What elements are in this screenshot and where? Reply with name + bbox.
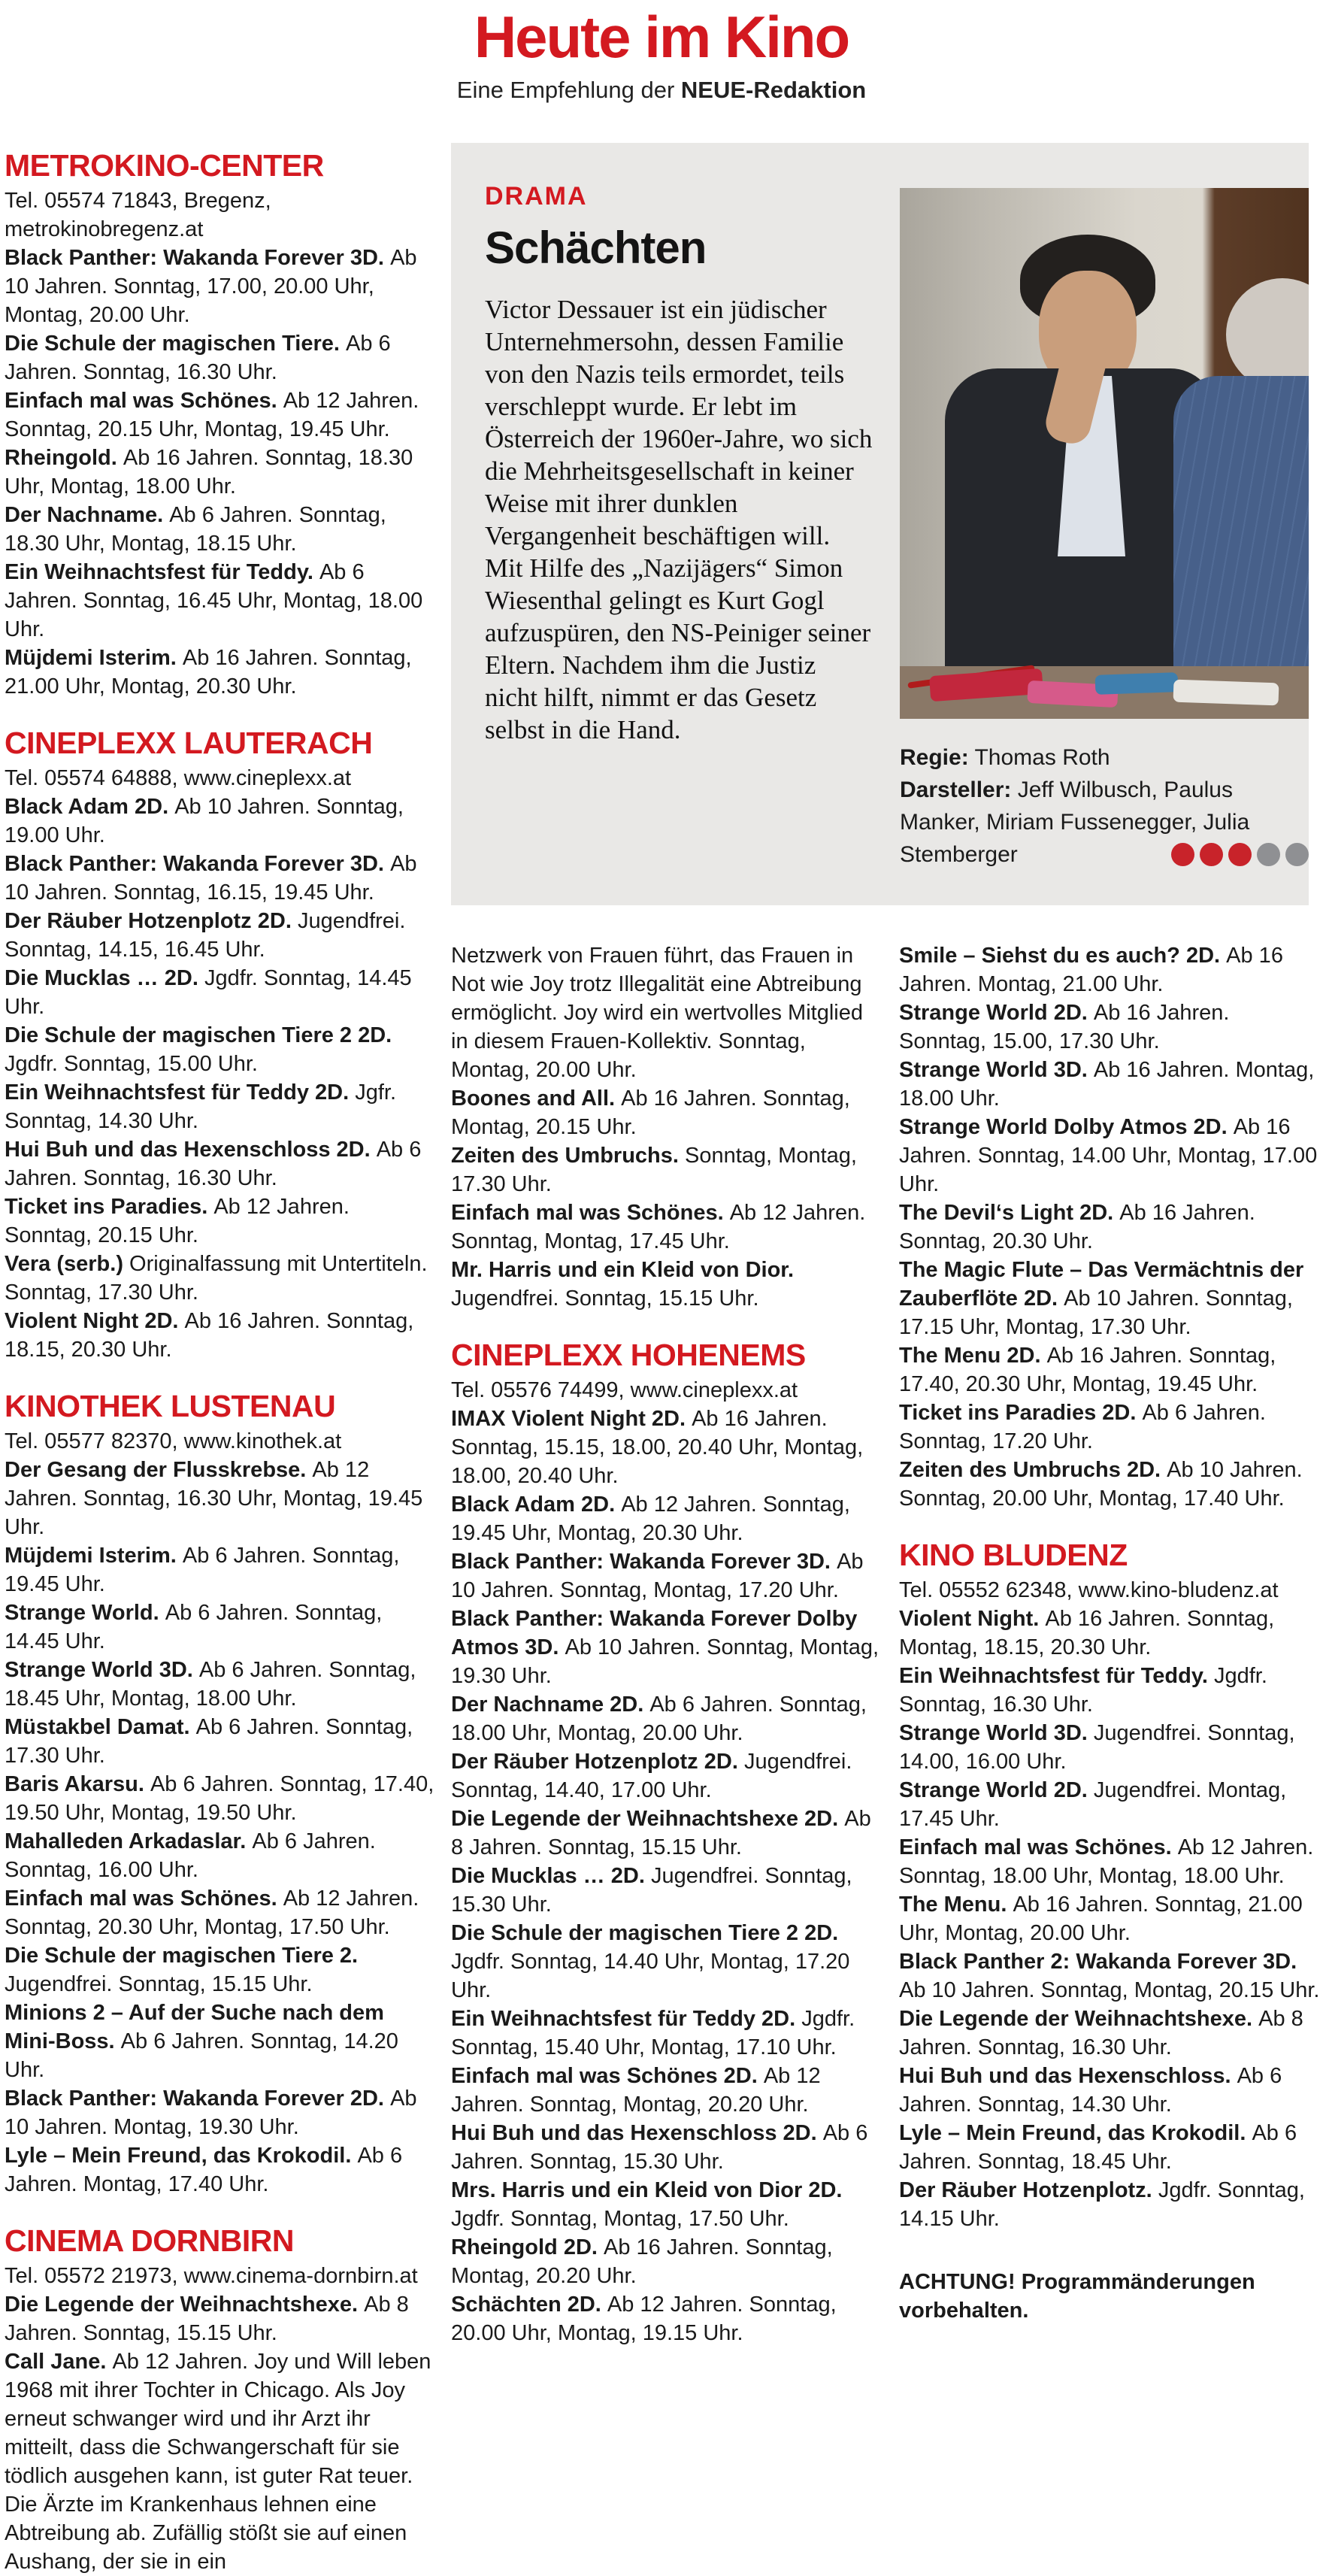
featured-film-review: Victor Dessauer ist ein jüdischer Unternehmersohn, dessen Familie von den Nazis teils ermordet, teils verschleppt wurde. Er lebt im Österreich der 1960er-Jahre, wo sich die Mehrheitsgesellschaft in keiner Weise mit ihrer dunklen Vergangenheit beschäftigen will. Mit Hilfe des „Nazijägers“ Simon Wiesenthal gelingt es Kurt Gogl aufzuspüren, den NS-Peiniger seiner Eltern. Nachdem ihm die Justiz nicht hilft, nimmt er das Gesetz selbst in die Hand. — [485, 295, 873, 744]
film-title: Die Legende der Weihnachtshexe 2D. — [451, 1807, 845, 1831]
genre-label: DRAMA — [485, 182, 588, 211]
film-title: Hui Buh und das Hexenschloss 2D. — [5, 1138, 377, 1162]
film-entry: Mr. Harris und ein Kleid von Dior. Jugendfrei. Sonntag, 15.15 Uhr. — [451, 1258, 795, 1311]
subtitle-prefix: Eine Empfehlung der — [456, 77, 681, 103]
film-title: Black Adam 2D. — [451, 1493, 622, 1517]
cinema-name: METROKINO-CENTER — [5, 148, 324, 183]
film-entry: Strange World 3D. Ab 6 Jahren. Sonntag, 18.45 Uhr, Montag, 18.00 Uhr. — [5, 1658, 416, 1711]
film-title: The Menu. — [899, 1893, 1013, 1917]
page-title: Heute im Kino — [474, 4, 849, 70]
film-title: Vera (serb.) — [5, 1252, 130, 1276]
film-title: Black Adam 2D. — [5, 795, 175, 819]
film-entry: Black Panther: Wakanda Forever Dolby Atmos 3D. Ab 10 Jahren. Sonntag, Montag, 19.30 Uhr. — [451, 1607, 879, 1688]
film-title: Müjdemi Isterim. — [5, 646, 183, 670]
cinema-contact: Tel. 05552 62348, www.kino-bludenz.at — [899, 1578, 1279, 1602]
film-entry: Ticket ins Paradies. Ab 12 Jahren. Sonntag, 20.15 Uhr. — [5, 1195, 350, 1247]
film-entry: The Menu. Ab 16 Jahren. Sonntag, 21.00 Uhr, Montag, 20.00 Uhr. — [899, 1893, 1303, 1945]
film-entry: Black Adam 2D. Ab 12 Jahren. Sonntag, 19.45 Uhr, Montag, 20.30 Uhr. — [451, 1493, 850, 1545]
film-title: Der Nachname. — [5, 503, 170, 527]
film-entry: Zeiten des Umbruchs. Sonntag, Montag, 17.30 Uhr. — [451, 1144, 857, 1196]
film-entry: Einfach mal was Schönes. Ab 12 Jahren. Sonntag, 20.30 Uhr, Montag, 17.50 Uhr. — [5, 1887, 419, 1939]
film-entry: IMAX Violent Night 2D. Ab 16 Jahren. Sonntag, 15.15, 18.00, 20.40 Uhr, Montag, 18.00, 20.40 Uhr. — [451, 1407, 864, 1488]
photo-desk-item — [1173, 680, 1279, 706]
film-title: Ticket ins Paradies. — [5, 1195, 214, 1219]
film-title: Hui Buh und das Hexenschloss 2D. — [451, 2121, 823, 2145]
film-title: Ein Weihnachtsfest für Teddy. — [899, 1664, 1214, 1688]
film-title: Boones and All. — [451, 1086, 622, 1111]
film-entry: Black Panther: Wakanda Forever 3D. Ab 10 Jahren. Sonntag, 17.00, 20.00 Uhr, Montag, 20.00 Uhr. — [5, 246, 417, 327]
film-entry: Der Gesang der Flusskrebse. Ab 12 Jahren. Sonntag, 16.30 Uhr, Montag, 19.45 Uhr. — [5, 1458, 423, 1539]
film-title: Der Nachname 2D. — [451, 1693, 650, 1717]
featured-film-title: Schächten — [485, 223, 707, 273]
film-title: Violent Night. — [899, 1607, 1046, 1631]
film-title: Minions 2 – Auf der Suche nach dem Mini-Boss. — [5, 2001, 384, 2053]
film-entry: Violent Night 2D. Ab 16 Jahren. Sonntag, 18.15, 20.30 Uhr. — [5, 1309, 414, 1362]
film-entry: Müjdemi Isterim. Ab 16 Jahren. Sonntag, 21.00 Uhr, Montag, 20.30 Uhr. — [5, 646, 412, 699]
listings-column-left — [5, 149, 434, 2576]
rating-dot-empty — [1257, 843, 1280, 866]
film-title: Black Panther: Wakanda Forever 3D. — [5, 852, 391, 876]
cinema-contact: Tel. 05572 21973, www.cinema-dornbirn.at — [5, 2264, 418, 2288]
film-title: Strange World 3D. — [899, 1721, 1094, 1745]
film-description-continuation: Netzwerk von Frauen führt, das Frauen in Not wie Joy trotz Illegalität eine Abtreibung ermöglicht. Joy wird ein wertvolles Mitglied in diesem Frauen-Kollektiv. Sonntag, Montag, 20.00 Uhr. — [451, 944, 863, 1082]
film-entry: Die Legende der Weihnachtshexe. Ab 8 Jahren. Sonntag, 16.30 Uhr. — [899, 2007, 1303, 2059]
film-entry: Black Adam 2D. Ab 10 Jahren. Sonntag, 19.00 Uhr. — [5, 795, 404, 847]
film-title: Black Panther: Wakanda Forever Dolby Atmos 3D. — [451, 1607, 858, 1659]
regie-value: Thomas Roth — [974, 745, 1110, 770]
film-title: Einfach mal was Schönes. — [5, 389, 283, 413]
film-title: Der Räuber Hotzenplotz 2D. — [451, 1750, 744, 1774]
film-title: Zeiten des Umbruchs 2D. — [899, 1458, 1167, 1482]
film-entry: The Magic Flute – Das Vermächtnis der Zauberflöte 2D. Ab 10 Jahren. Sonntag, 17.15 Uhr, Montag, 17.30 Uhr. — [899, 1258, 1304, 1339]
film-entry: The Menu 2D. Ab 16 Jahren. Sonntag, 17.40, 20.30 Uhr, Montag, 19.45 Uhr. — [899, 1344, 1276, 1396]
cinema-name: CINEMA DORNBIRN — [5, 2223, 295, 2258]
film-entry: Einfach mal was Schönes. Ab 12 Jahren. Sonntag, 20.15 Uhr, Montag, 19.45 Uhr. — [5, 389, 419, 441]
film-entry: Der Nachname 2D. Ab 6 Jahren. Sonntag, 18.00 Uhr, Montag, 20.00 Uhr. — [451, 1693, 867, 1745]
film-title: Der Räuber Hotzenplotz 2D. — [5, 909, 298, 933]
film-title: Strange World 3D. — [899, 1058, 1094, 1082]
film-entry: Boones and All. Ab 16 Jahren. Sonntag, Montag, 20.15 Uhr. — [451, 1086, 850, 1139]
rating-dot-empty — [1285, 843, 1309, 866]
film-title: Rheingold 2D. — [451, 2235, 604, 2259]
film-title: Müstakbel Damat. — [5, 1715, 196, 1739]
film-entry: Der Räuber Hotzenplotz. Jgdfr. Sonntag, 14.15 Uhr. — [899, 2178, 1305, 2231]
film-title: Black Panther: Wakanda Forever 3D. — [451, 1550, 837, 1574]
film-title: Strange World 2D. — [899, 1778, 1094, 1802]
film-entry: Ein Weihnachtsfest für Teddy 2D. Jgfr. Sonntag, 14.30 Uhr. — [5, 1080, 397, 1133]
film-entry: Müjdemi Isterim. Ab 6 Jahren. Sonntag, 19.45 Uhr. — [5, 1544, 400, 1596]
film-entry: Black Panther 2: Wakanda Forever 3D. Ab 10 Jahren. Sonntag, Montag, 20.15 Uhr. — [899, 1950, 1320, 2002]
film-title: Strange World 2D. — [899, 1001, 1094, 1025]
cinema-contact: Tel. 05574 64888, www.cineplexx.at — [5, 766, 352, 790]
film-title: Call Jane. — [5, 2350, 113, 2374]
film-entry: Die Legende der Weihnachtshexe. Ab 8 Jahren. Sonntag, 15.15 Uhr. — [5, 2293, 409, 2345]
film-entry: Strange World 2D. Ab 16 Jahren. Sonntag, 15.00, 17.30 Uhr. — [899, 1001, 1230, 1053]
film-entry: Einfach mal was Schönes 2D. Ab 12 Jahren. Sonntag, Montag, 20.20 Uhr. — [451, 2064, 821, 2117]
featured-film-panel — [451, 143, 1309, 905]
film-title: Die Schule der magischen Tiere 2. — [5, 1944, 359, 1968]
cinema-name: CINEPLEXX LAUTERACH — [5, 726, 373, 760]
film-title: Die Schule der magischen Tiere. — [5, 332, 346, 356]
film-title: Einfach mal was Schönes 2D. — [451, 2064, 764, 2088]
film-entry: Einfach mal was Schönes. Ab 12 Jahren. Sonntag, 18.00 Uhr, Montag, 18.00 Uhr. — [899, 1835, 1314, 1888]
film-entry: Minions 2 – Auf der Suche nach dem Mini-Boss. Ab 6 Jahren. Sonntag, 14.20 Uhr. — [5, 2001, 398, 2082]
cinema-name: CINEPLEXX HOHENEMS — [451, 1338, 806, 1372]
film-title: The Menu 2D. — [899, 1344, 1047, 1368]
film-entry: Smile – Siehst du es auch? 2D. Ab 16 Jahren. Montag, 21.00 Uhr. — [899, 944, 1283, 996]
film-entry: Hui Buh und das Hexenschloss 2D. Ab 6 Jahren. Sonntag, 15.30 Uhr. — [451, 2121, 868, 2174]
film-title: Zeiten des Umbruchs. — [451, 1144, 686, 1168]
film-title: Schächten 2D. — [451, 2293, 607, 2317]
film-entry: Hui Buh und das Hexenschloss. Ab 6 Jahren. Sonntag, 14.30 Uhr. — [899, 2064, 1282, 2117]
film-title: Strange World. — [5, 1601, 165, 1625]
film-entry: Baris Akarsu. Ab 6 Jahren. Sonntag, 17.40, 19.50 Uhr, Montag, 19.50 Uhr. — [5, 1772, 434, 1825]
film-entry: Call Jane. Ab 12 Jahren. Joy und Will leben 1968 mit ihrer Tochter in Chicago. Als Joy erneut schwanger wird und ihr Arzt ihr mitteilt, dass die Schwangerschaft für sie tödlich ausgehen kann, ist guter Rat teuer. Die Ärzte im Krankenhaus lehnen eine Abtreibung ab. Zufällig stößt sie auf einen Aushang, der sie in ein — [5, 2350, 431, 2574]
film-title: Strange World 3D. — [5, 1658, 199, 1682]
film-entry: Strange World 3D. Jugendfrei. Sonntag, 14.00, 16.00 Uhr. — [899, 1721, 1295, 1774]
film-entry: Ein Weihnachtsfest für Teddy. Jgdfr. Sonntag, 16.30 Uhr. — [899, 1664, 1267, 1717]
film-title: The Magic Flute – Das Vermächtnis der Zauberflöte 2D. — [899, 1258, 1304, 1311]
darsteller-value: Jeff Wilbusch, Paulus Manker, Miriam Fussenegger, Julia Stemberger — [900, 777, 1250, 867]
film-title: Baris Akarsu. — [5, 1772, 150, 1796]
film-entry: Schächten 2D. Ab 12 Jahren. Sonntag, 20.00 Uhr, Montag, 19.15 Uhr. — [451, 2293, 837, 2345]
cinema-contact: Tel. 05576 74499, www.cineplexx.at — [451, 1378, 798, 1402]
film-entry: Violent Night. Ab 16 Jahren. Sonntag, Montag, 18.15, 20.30 Uhr. — [899, 1607, 1275, 1659]
film-entry: Strange World 2D. Jugendfrei. Montag, 17.45 Uhr. — [899, 1778, 1287, 1831]
film-title: Einfach mal was Schönes. — [899, 1835, 1178, 1859]
subtitle-brand: NEUE-Redaktion — [680, 77, 867, 103]
photo-caption — [900, 741, 1309, 871]
film-title: Der Räuber Hotzenplotz. — [899, 2178, 1158, 2202]
film-title: Mahalleden Arkadaslar. — [5, 1829, 253, 1853]
film-title: Black Panther: Wakanda Forever 2D. — [5, 2087, 391, 2111]
film-entry: Die Legende der Weihnachtshexe 2D. Ab 8 Jahren. Sonntag, 15.15 Uhr. — [451, 1807, 871, 1859]
film-entry: Hui Buh und das Hexenschloss 2D. Ab 6 Jahren. Sonntag, 16.30 Uhr. — [5, 1138, 422, 1190]
cinema-contact: Tel. 05577 82370, www.kinothek.at — [5, 1429, 342, 1453]
film-entry: Mahalleden Arkadaslar. Ab 6 Jahren. Sonntag, 16.00 Uhr. — [5, 1829, 376, 1882]
film-entry: Die Mucklas … 2D. Jugendfrei. Sonntag, 15.30 Uhr. — [451, 1864, 852, 1917]
film-title: Die Schule der magischen Tiere 2 2D. — [451, 1921, 839, 1945]
film-title: Einfach mal was Schönes. — [451, 1201, 730, 1225]
film-entry: Black Panther: Wakanda Forever 3D. Ab 10 Jahren. Sonntag, Montag, 17.20 Uhr. — [451, 1550, 864, 1602]
film-entry: Die Schule der magischen Tiere. Ab 6 Jahren. Sonntag, 16.30 Uhr. — [5, 332, 391, 384]
film-title: Mrs. Harris und ein Kleid von Dior 2D. — [451, 2178, 843, 2202]
rating-dot-filled — [1228, 843, 1252, 866]
film-title: Der Gesang der Flusskrebse. — [5, 1458, 313, 1482]
film-entry: Ticket ins Paradies 2D. Ab 6 Jahren. Sonntag, 17.20 Uhr. — [899, 1401, 1266, 1453]
film-entry: Der Räuber Hotzenplotz 2D. Jugendfrei. Sonntag, 14.40, 17.00 Uhr. — [451, 1750, 852, 1802]
listings-column-middle — [451, 941, 879, 2347]
film-title: Müjdemi Isterim. — [5, 1544, 183, 1568]
film-title: Ein Weihnachtsfest für Teddy. — [5, 560, 319, 584]
film-title: Die Mucklas … 2D. — [5, 966, 204, 990]
film-title: Ein Weihnachtsfest für Teddy 2D. — [5, 1080, 356, 1105]
film-entry: Lyle – Mein Freund, das Krokodil. Ab 6 Jahren. Montag, 17.40 Uhr. — [5, 2144, 403, 2196]
film-title: Lyle – Mein Freund, das Krokodil. — [899, 2121, 1252, 2145]
film-title: Black Panther: Wakanda Forever 3D. — [5, 246, 391, 270]
film-title: Die Legende der Weihnachtshexe. — [899, 2007, 1259, 2031]
film-entry: Der Nachname. Ab 6 Jahren. Sonntag, 18.30 Uhr, Montag, 18.15 Uhr. — [5, 503, 386, 556]
film-entry: Die Schule der magischen Tiere 2 2D. Jgdfr. Sonntag, 14.40 Uhr, Montag, 17.20 Uhr. — [451, 1921, 850, 2002]
film-title: IMAX Violent Night 2D. — [451, 1407, 692, 1431]
film-entry: Lyle – Mein Freund, das Krokodil. Ab 6 Jahren. Sonntag, 18.45 Uhr. — [899, 2121, 1297, 2174]
film-title: Hui Buh und das Hexenschloss. — [899, 2064, 1237, 2088]
movie-still-photo — [900, 188, 1309, 719]
film-entry: Strange World 3D. Ab 16 Jahren. Montag, 18.00 Uhr. — [899, 1058, 1315, 1111]
film-entry: Müstakbel Damat. Ab 6 Jahren. Sonntag, 17.30 Uhr. — [5, 1715, 413, 1768]
film-entry: Black Panther: Wakanda Forever 3D. Ab 10 Jahren. Sonntag, 16.15, 19.45 Uhr. — [5, 852, 417, 905]
film-title: The Devil‘s Light 2D. — [899, 1201, 1120, 1225]
cinema-name: KINO BLUDENZ — [899, 1538, 1128, 1572]
film-title: Black Panther 2: Wakanda Forever 3D. — [899, 1950, 1297, 1974]
film-entry: Rheingold. Ab 16 Jahren. Sonntag, 18.30 Uhr, Montag, 18.00 Uhr. — [5, 446, 413, 499]
film-title: Smile – Siehst du es auch? 2D. — [899, 944, 1227, 968]
film-entry: Die Schule der magischen Tiere 2 2D. Jgdfr. Sonntag, 15.00 Uhr. — [5, 1023, 392, 1076]
cinema-name: KINOTHEK LUSTENAU — [5, 1389, 336, 1423]
film-entry: Ein Weihnachtsfest für Teddy. Ab 6 Jahren. Sonntag, 16.45 Uhr, Montag, 18.00 Uhr. — [5, 560, 423, 641]
film-title: Mr. Harris und ein Kleid von Dior. — [451, 1258, 795, 1282]
film-entry: Strange World Dolby Atmos 2D. Ab 16 Jahren. Sonntag, 14.00 Uhr, Montag, 17.00 Uhr. — [899, 1115, 1318, 1196]
film-entry: Rheingold 2D. Ab 16 Jahren. Sonntag, Montag, 20.20 Uhr. — [451, 2235, 833, 2288]
photo-second-man-hair — [1226, 278, 1309, 391]
listings-column-right — [899, 941, 1321, 2325]
rating-dot-filled — [1200, 843, 1223, 866]
darsteller-label: Darsteller: — [900, 777, 1012, 802]
film-entry: Die Schule der magischen Tiere 2. Jugendfrei. Sonntag, 15.15 Uhr. — [5, 1944, 359, 1996]
film-entry: Strange World. Ab 6 Jahren. Sonntag, 14.45 Uhr. — [5, 1601, 383, 1653]
film-title: Die Legende der Weihnachtshexe. — [5, 2293, 365, 2317]
rating-dot-filled — [1171, 843, 1194, 866]
film-entry: Ein Weihnachtsfest für Teddy 2D. Jgdfr. Sonntag, 15.40 Uhr, Montag, 17.10 Uhr. — [451, 2007, 855, 2059]
film-title: Die Schule der magischen Tiere 2 2D. — [5, 1023, 392, 1047]
film-title: Ein Weihnachtsfest für Teddy 2D. — [451, 2007, 802, 2031]
film-title: Die Mucklas … 2D. — [451, 1864, 651, 1888]
photo-desk-item — [1095, 672, 1179, 695]
regie-label: Regie: — [900, 745, 969, 770]
film-entry: Die Mucklas … 2D. Jgdfr. Sonntag, 14.45 Uhr. — [5, 966, 412, 1019]
cinema-contact: Tel. 05574 71843, Bregenz, metrokinobregenz.at — [5, 189, 271, 241]
film-title: Ticket ins Paradies 2D. — [899, 1401, 1143, 1425]
film-entry: Der Räuber Hotzenplotz 2D. Jugendfrei. Sonntag, 14.15, 16.45 Uhr. — [5, 909, 406, 962]
page-subtitle — [0, 77, 1323, 104]
film-entry: Black Panther: Wakanda Forever 2D. Ab 10 Jahren. Montag, 19.30 Uhr. — [5, 2087, 417, 2139]
film-entry: Zeiten des Umbruchs 2D. Ab 10 Jahren. Sonntag, 20.00 Uhr, Montag, 17.40 Uhr. — [899, 1458, 1303, 1511]
featured-film-text — [485, 182, 873, 746]
film-entry: The Devil‘s Light 2D. Ab 16 Jahren. Sonntag, 20.30 Uhr. — [899, 1201, 1255, 1253]
film-title: Lyle – Mein Freund, das Krokodil. — [5, 2144, 358, 2168]
film-title: Violent Night 2D. — [5, 1309, 185, 1333]
rating-dots — [1171, 843, 1309, 866]
film-title: Einfach mal was Schönes. — [5, 1887, 283, 1911]
film-entry: Vera (serb.) Originalfassung mit Untertiteln. Sonntag, 17.30 Uhr. — [5, 1252, 428, 1305]
film-title: Strange World Dolby Atmos 2D. — [899, 1115, 1234, 1139]
program-change-notice: ACHTUNG! Programmänderungen vorbehalten. — [899, 2270, 1255, 2323]
film-entry: Mrs. Harris und ein Kleid von Dior 2D. Jgdfr. Sonntag, Montag, 17.50 Uhr. — [451, 2178, 843, 2231]
film-entry: Einfach mal was Schönes. Ab 12 Jahren. Sonntag, Montag, 17.45 Uhr. — [451, 1201, 866, 1253]
film-title: Rheingold. — [5, 446, 123, 470]
